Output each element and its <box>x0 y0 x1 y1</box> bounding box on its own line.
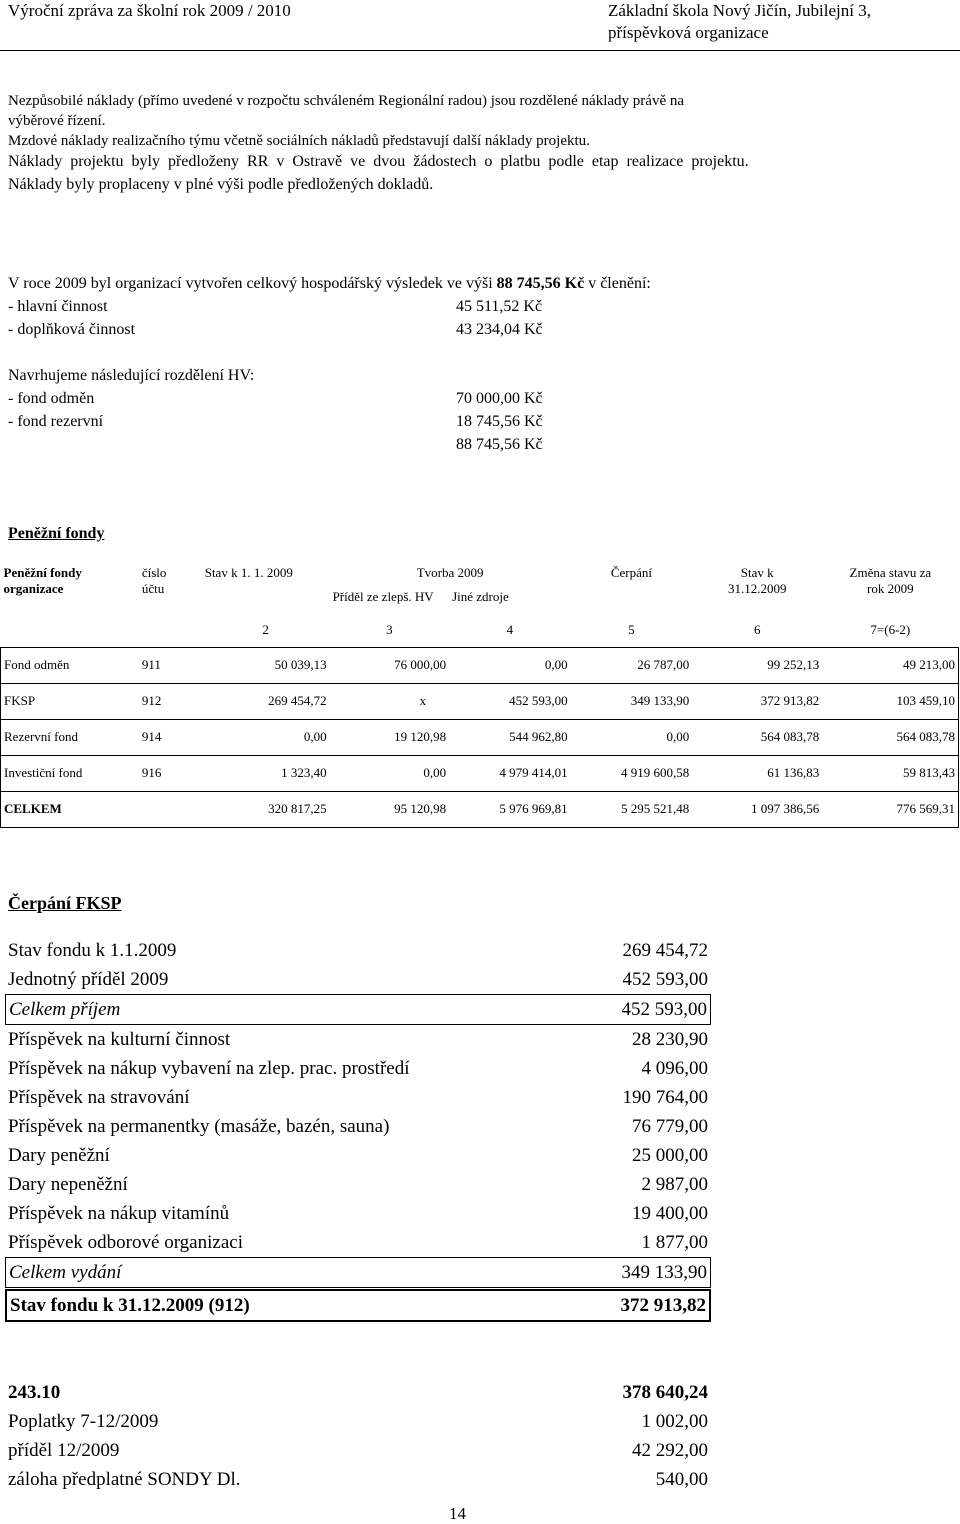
distribution-total: 88 745,56 Kč <box>456 436 543 453</box>
account-line: Poplatky 7-12/2009 1 002,00 <box>8 1411 708 1432</box>
fksp-income-total: Celkem příjem 452 593,00 <box>5 994 711 1025</box>
distribution-row: - fond rezervní 18 745,56 Kč <box>8 413 543 430</box>
table-row: Rezervní fond 914 0,00 19 120,98 544 962,80 0,00 564 083,78 564 083,78 <box>1 719 959 755</box>
page-number: 14 <box>449 1504 466 1523</box>
header-end: Stav k 31.12.2009 <box>727 565 787 596</box>
account-line: záloha předplatné SONDY Dl. 540,00 <box>8 1469 708 1490</box>
fksp-line: Dary peněžní 25 000,00 <box>8 1145 708 1166</box>
report-title: Výroční zpráva za školní rok 2009 / 2010 <box>8 1 291 20</box>
header-creation: Tvorba 2009 <box>416 565 484 580</box>
table-row: FKSP 912 269 454,72 x 452 593,00 349 133,90 372 913,82 103 459,10 <box>1 683 959 719</box>
fksp-line: Dary nepeněžní 2 987,00 <box>8 1174 708 1195</box>
header-account: číslo účtu <box>141 565 167 596</box>
fksp-line: Jednotný příděl 2009 452 593,00 <box>8 969 708 990</box>
fksp-heading: Čerpání FKSP <box>8 893 122 913</box>
funds-heading: Peněžní fondy <box>8 525 105 542</box>
table-header-row <box>1 565 959 589</box>
costs-line: Nezpůsobilé náklady (přímo uvedené v rozpočtu schváleném Regionální radou) jsou rozdělené náklady právě na <box>8 93 685 109</box>
table-number-row: 2 3 4 5 6 7=(6-2) <box>1 613 959 647</box>
header-rule <box>0 50 960 51</box>
account-list <box>5 1378 711 1494</box>
fksp-line: Příspěvek odborové organizaci 1 877,00 <box>8 1232 708 1253</box>
header-other-sources: Jiné zdroje <box>452 589 509 604</box>
header-start: Stav k 1. 1. 2009 <box>204 565 293 580</box>
header-change: Změna stavu za rok 2009 <box>849 565 932 596</box>
table-row: Fond odměn 911 50 039,13 76 000,00 0,00 26 787,00 99 252,13 49 213,00 <box>1 647 959 683</box>
result-row: - doplňková činnost 43 234,04 Kč <box>8 321 543 338</box>
fksp-list <box>5 936 711 1322</box>
school-name-line2: příspěvková organizace <box>608 23 769 42</box>
fksp-line: Příspěvek na nákup vybavení na zlep. prac. prostředí 4 096,00 <box>8 1058 708 1079</box>
distribution-row: - fond odměn 70 000,00 Kč <box>8 390 543 407</box>
header-drawing: Čerpání <box>610 565 652 580</box>
table-total-row: CELKEM 320 817,25 95 120,98 5 976 969,81 5 295 521,48 1 097 386,56 776 569,31 <box>1 791 959 827</box>
fksp-final-balance: Stav fondu k 31.12.2009 (912) 372 913,82 <box>5 1289 711 1322</box>
funds-table <box>0 565 959 828</box>
table-row: Investiční fond 916 1 323,40 0,00 4 979 414,01 4 919 600,58 61 136,83 59 813,43 <box>1 755 959 791</box>
result-row: - hlavní činnost 45 511,52 Kč <box>8 298 543 315</box>
fksp-line: Příspěvek na stravování 190 764,00 <box>8 1087 708 1108</box>
economic-result-total: 88 745,56 Kč <box>496 275 585 292</box>
economic-result-intro: V roce 2009 byl organizací vytvořen celkový hospodářský výsledek ve výši 88 745,56 Kč v členění: <box>8 275 651 292</box>
costs-line: Mzdové náklady realizačního týmu včetně sociálních nákladů představují další náklady projektu. <box>8 133 590 149</box>
economic-result-block <box>8 273 908 457</box>
fksp-line: Stav fondu k 1.1.2009 269 454,72 <box>8 940 708 961</box>
school-name-line1: Základní škola Nový Jičín, Jubilejní 3, <box>608 1 871 20</box>
fksp-line: Příspěvek na kulturní činnost 28 230,90 <box>8 1029 708 1050</box>
fksp-expense-total: Celkem vydání 349 133,90 <box>5 1257 711 1288</box>
proposal-title: Navrhujeme následující rozdělení HV: <box>8 367 255 384</box>
account-line: příděl 12/2009 42 292,00 <box>8 1440 708 1461</box>
costs-line: Náklady projektu byly předloženy RR v Ostravě ve dvou žádostech o platbu podle etap realizace projektu. <box>8 153 749 170</box>
account-total: 243.10 378 640,24 <box>8 1382 708 1403</box>
fksp-line: Příspěvek na nákup vitamínů 19 400,00 <box>8 1203 708 1224</box>
header-fund-name: Peněžní fondy organizace <box>3 565 82 596</box>
fksp-line: Příspěvek na permanentky (masáže, bazén, sauna) 76 779,00 <box>8 1116 708 1137</box>
costs-paragraph <box>8 91 953 196</box>
costs-line: výběrové řízení. <box>8 113 106 129</box>
spacer <box>8 342 908 365</box>
header-allocation: Příděl ze zlepš. HV <box>332 589 434 604</box>
costs-line: Náklady byly proplaceny v plné výši podle předložených dokladů. <box>8 175 434 193</box>
school-name <box>608 0 938 44</box>
